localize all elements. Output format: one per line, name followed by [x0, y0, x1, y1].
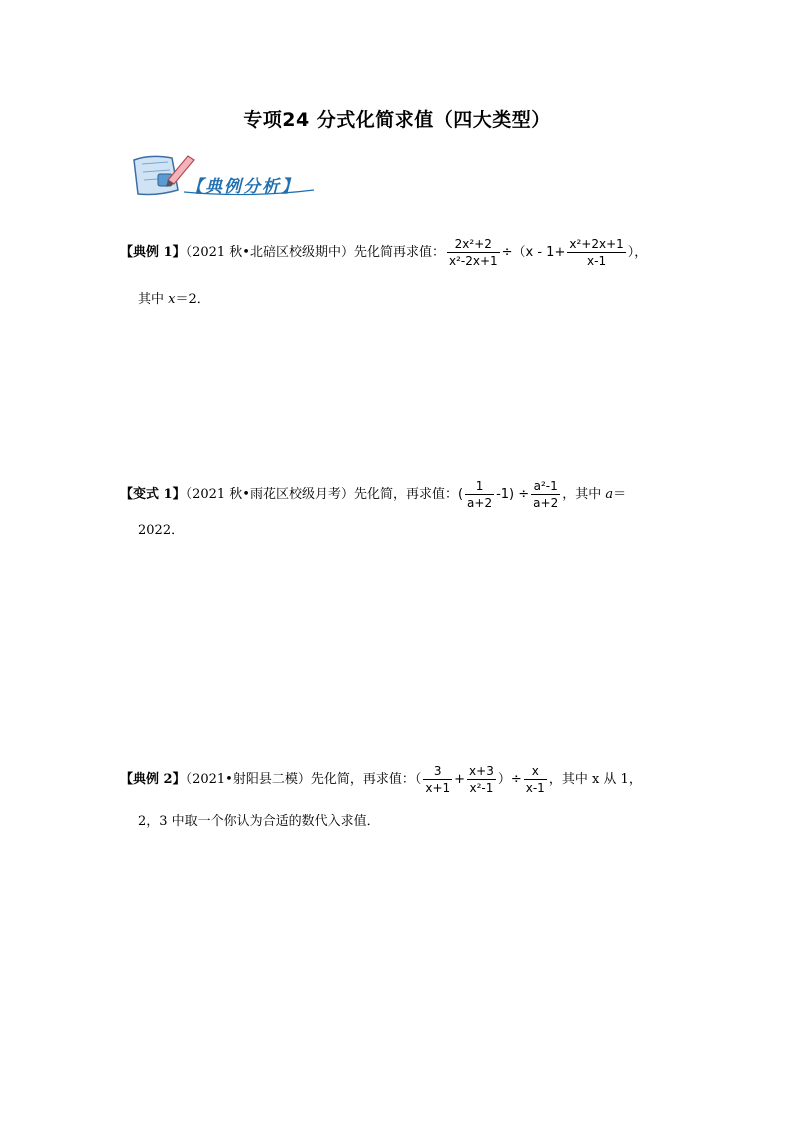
problem-1-fraction-1 [447, 238, 500, 267]
problem-2-fraction-2 [467, 765, 496, 794]
fraction-numerator: x²+2x+1 [569, 237, 624, 251]
problem-1-fraction-2 [567, 238, 625, 267]
problem-2-division: ）÷ [497, 772, 522, 787]
fraction-numerator: 1 [465, 480, 494, 495]
problem-2-fraction-3 [524, 765, 547, 794]
fraction-numerator: a²-1 [531, 480, 560, 495]
fraction-numerator: 3 [423, 765, 452, 780]
problem-1-tag: 【典例 1】 [120, 245, 186, 260]
fraction-denominator: x-1 [525, 781, 545, 795]
problem-1-line-1 [120, 238, 647, 267]
fraction-denominator: a+2 [467, 496, 493, 510]
fraction-numerator: x [524, 765, 547, 780]
variant-1-open-paren: ( [457, 487, 464, 502]
problem-1-source: （2021 秋•北碚区校级期中）先化简再求值： [185, 245, 445, 260]
fraction-denominator: x+1 [425, 781, 451, 795]
variant-1-source: （2021 秋•雨花区校级月考）先化简，再求值： [185, 487, 458, 502]
variant-1-tail: ，其中 [562, 487, 606, 502]
problem-1-division: ÷（x - 1+ [501, 245, 566, 260]
variant-1-variable: a [605, 487, 614, 502]
fraction-denominator: x-1 [587, 254, 607, 268]
section-label: 【典例分析】 [186, 177, 300, 197]
problem-1-variable: x [168, 292, 176, 307]
problem-2-source: （2021•射阳县二模）先化简，再求值：（ [185, 772, 422, 787]
variant-1-tag: 【变式 1】 [120, 487, 186, 502]
problem-2-line-2: 2，3 中取一个你认为合适的数代入求值． [138, 814, 380, 829]
problem-1-cont-prefix: 其中 [138, 292, 169, 307]
problem-1-value: ＝2． [175, 292, 210, 307]
problem-1-line-2 [138, 293, 210, 306]
variant-1-line-2: 2022． [138, 523, 185, 538]
problem-2-fraction-1 [423, 765, 452, 794]
fraction-denominator: x²-2x+1 [448, 254, 498, 268]
problem-2-tail: ，其中 x 从 1， [548, 772, 642, 787]
problem-2-line-1 [120, 765, 642, 794]
problem-2-tag: 【典例 2】 [120, 772, 186, 787]
variant-1-fraction-1 [465, 480, 494, 509]
fraction-numerator: x+3 [469, 764, 494, 778]
fraction-denominator: x²-1 [469, 781, 494, 795]
page-title: 专项24 分式化简求值（四大类型） [243, 109, 551, 131]
variant-1-minus-divide: -1) ÷ [496, 487, 530, 502]
variant-1-equals: ＝ [613, 487, 627, 502]
problem-2-plus: + [454, 772, 466, 787]
fraction-denominator: a+2 [533, 496, 559, 510]
variant-1-line-1 [120, 480, 626, 509]
variant-1-fraction-2 [531, 480, 560, 509]
fraction-numerator: 2x²+2 [447, 238, 500, 253]
problem-1-tail: ）， [627, 245, 648, 260]
